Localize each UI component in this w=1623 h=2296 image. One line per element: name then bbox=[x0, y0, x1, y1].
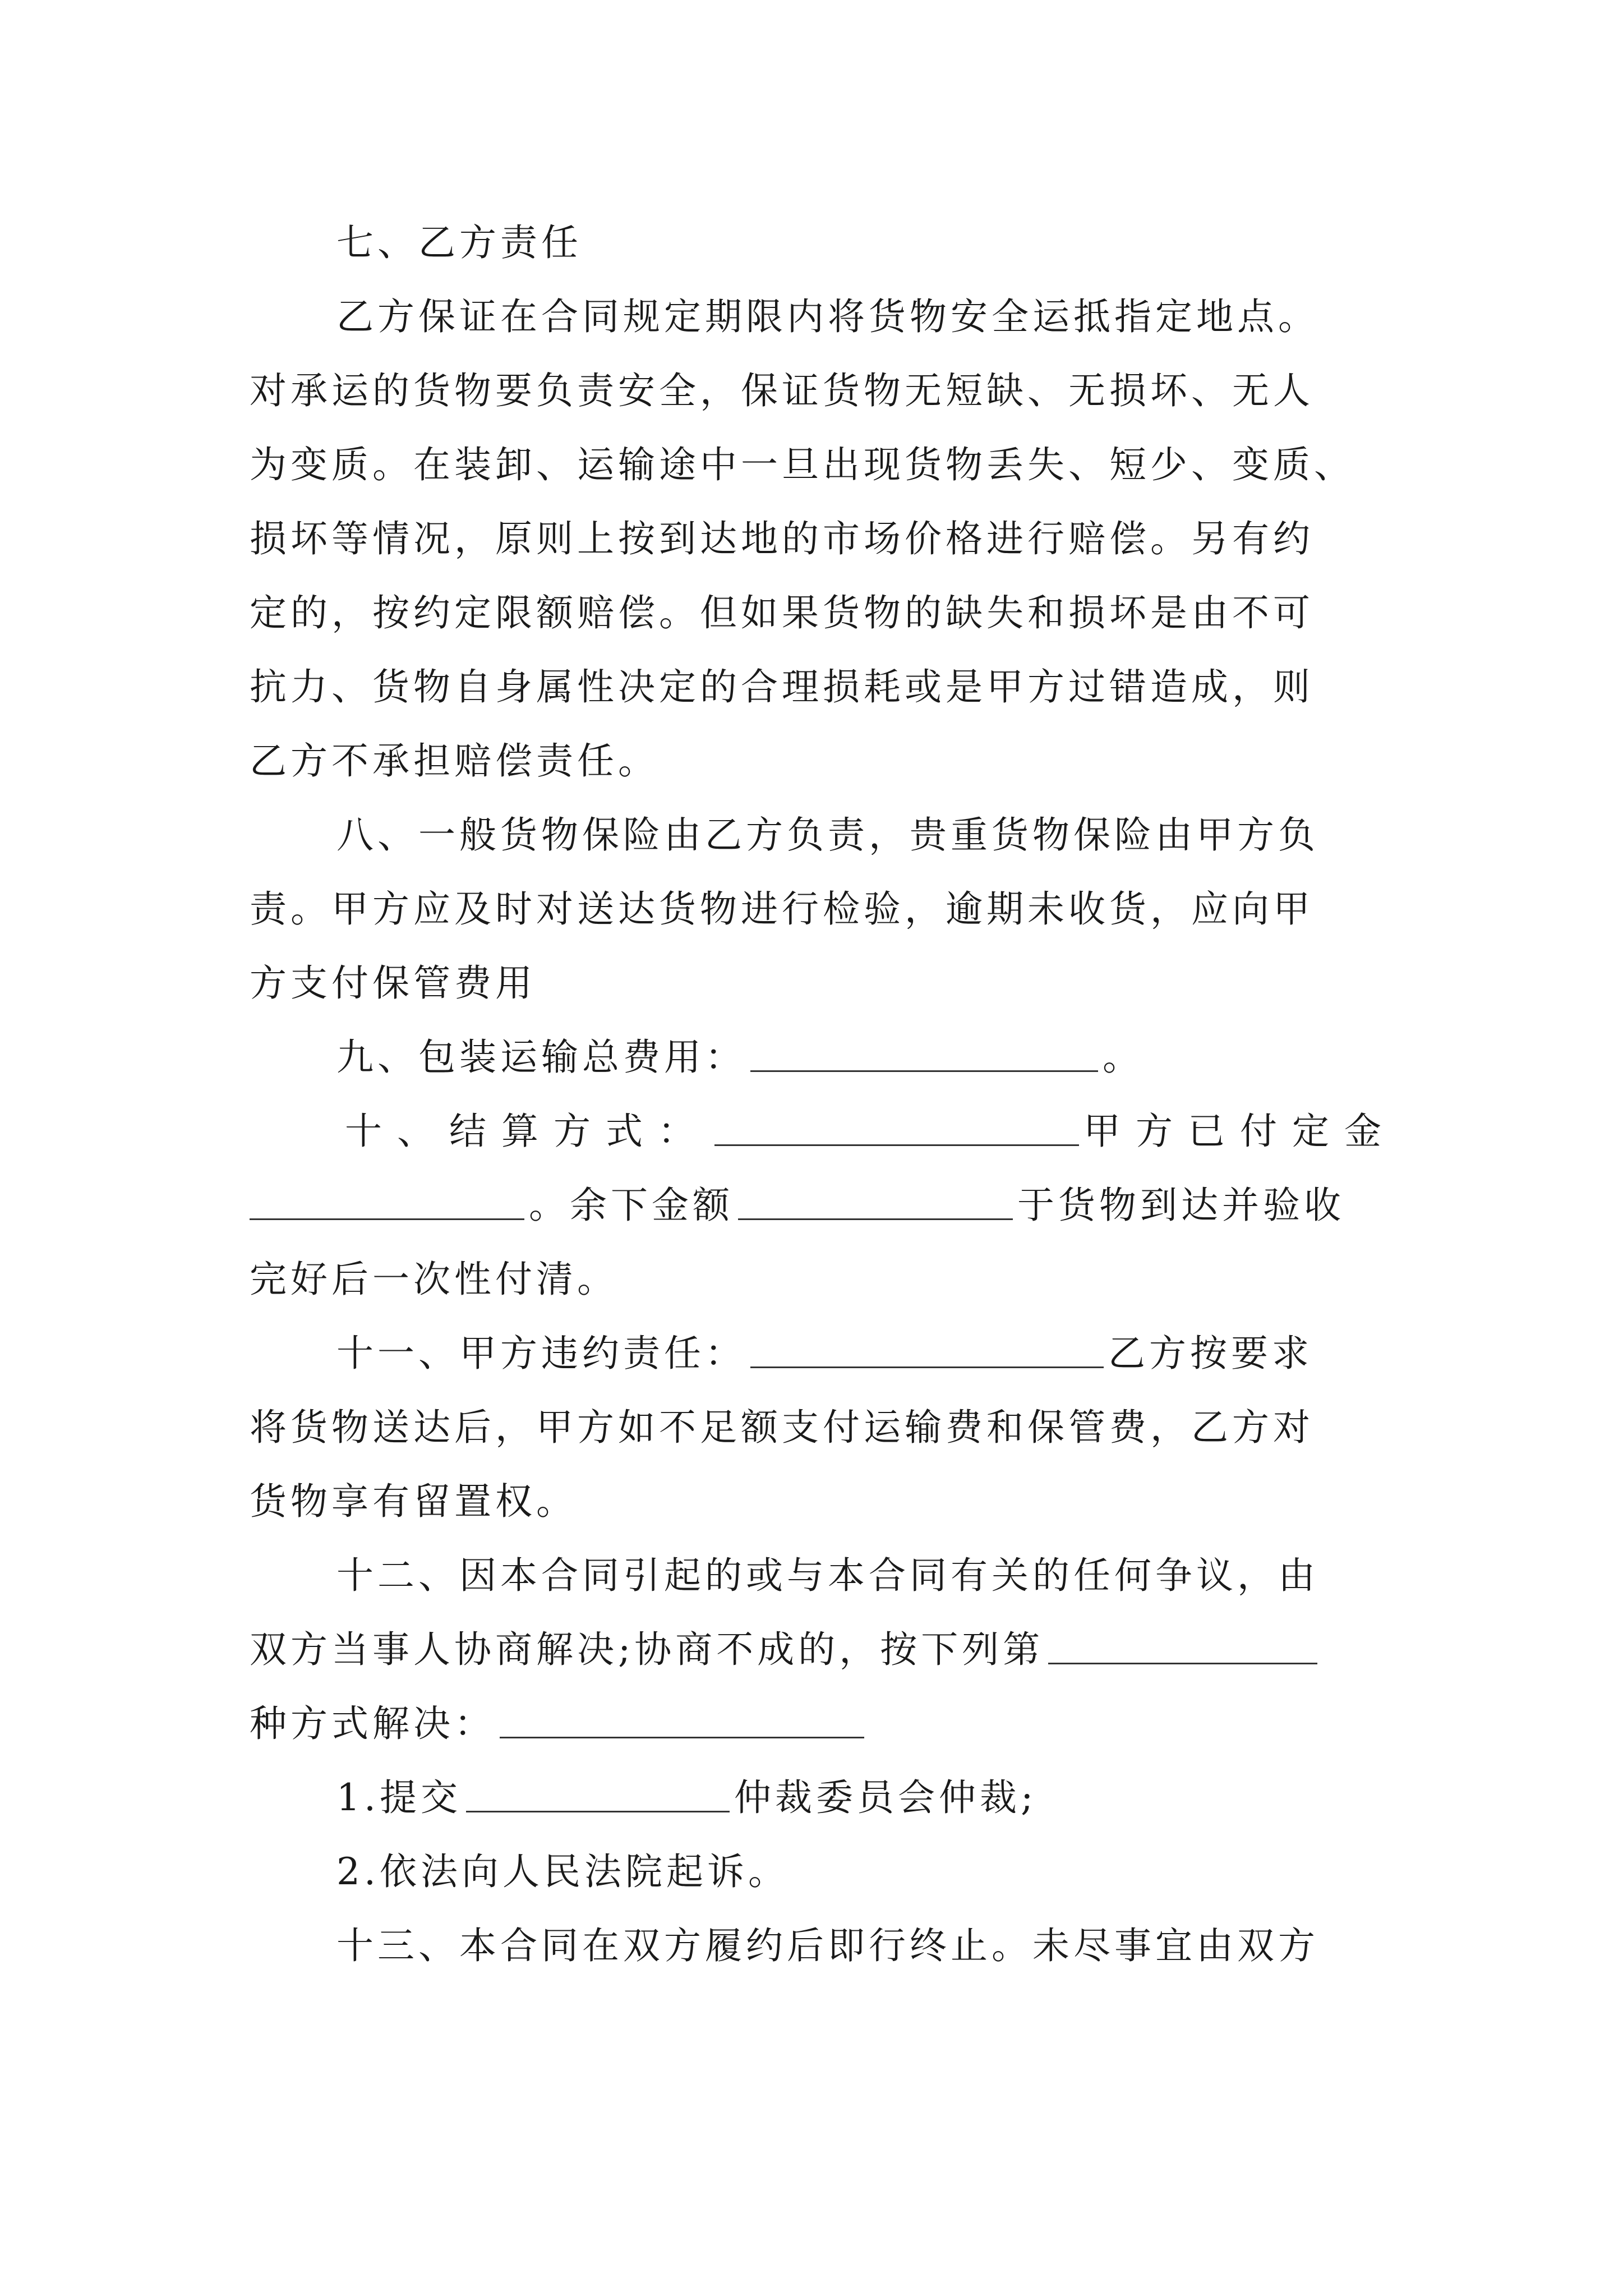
paragraph-line: 八、一般货物保险由乙方负责，贵重货物保险由甲方负 bbox=[336, 813, 1319, 857]
paragraph-line: 为变质。在装卸、运输途中一旦出现货物丢失、短少、变质、 bbox=[250, 443, 1355, 486]
paragraph-line: 方支付保管费用 bbox=[250, 961, 536, 1005]
section-heading-7: 七、乙方责任 bbox=[336, 221, 582, 264]
clause-10-end: 于货物到达并验收 bbox=[1017, 1184, 1345, 1227]
paragraph-line: 十三、本合同在双方履约后即行终止。未尽事宜由双方 bbox=[336, 1924, 1319, 1967]
clause-9-label: 九、包装运输总费用： bbox=[336, 1036, 746, 1079]
dispute-method-blank[interactable] bbox=[500, 1700, 864, 1738]
dispute-option-blank[interactable] bbox=[1048, 1626, 1317, 1664]
option-1-pre: 1.提交 bbox=[336, 1776, 462, 1819]
option-1-line bbox=[336, 1761, 1469, 1834]
paragraph-line: 货物享有留置权。 bbox=[250, 1480, 577, 1523]
paragraph-line: 定的，按约定限额赔偿。但如果货物的缺失和损坏是由不可 bbox=[250, 591, 1314, 634]
paragraph-line: 对承运的货物要负责安全，保证货物无短缺、无损坏、无人 bbox=[250, 369, 1314, 412]
clause-12-text: 双方当事人协商解决;协商不成的，按下列第 bbox=[250, 1628, 1044, 1671]
clause-11-after: 乙方按要求 bbox=[1108, 1332, 1313, 1375]
option-1-post: 仲裁委员会仲裁; bbox=[734, 1776, 1038, 1819]
clause-12-text-3: 种方式解决： bbox=[250, 1702, 495, 1745]
deposit-amount-blank[interactable] bbox=[250, 1181, 524, 1220]
paragraph-line: 十二、因本合同引起的或与本合同有关的任何争议，由 bbox=[336, 1554, 1319, 1597]
clause-9-line bbox=[336, 1021, 1469, 1094]
paragraph-line: 责。甲方应及时对送达货物进行检验，逾期未收货，应向甲 bbox=[250, 887, 1314, 931]
remaining-amount-blank[interactable] bbox=[738, 1181, 1013, 1220]
paragraph-line: 损坏等情况，原则上按到达地的市场价格进行赔偿。另有约 bbox=[250, 517, 1314, 560]
clause-10-line bbox=[345, 1095, 1478, 1168]
paragraph-line: 乙方不承担赔偿责任。 bbox=[250, 739, 659, 783]
clause-12-line-3 bbox=[250, 1687, 1382, 1760]
clause-10-after: 甲方已付定金 bbox=[1083, 1110, 1396, 1153]
paragraph-line: 完好后一次性付清。 bbox=[250, 1258, 618, 1301]
breach-liability-blank[interactable] bbox=[750, 1329, 1104, 1368]
clause-10-line-2 bbox=[250, 1169, 1382, 1242]
paragraph-line: 将货物送达后，甲方如不足额支付运输费和保管费，乙方对 bbox=[250, 1406, 1314, 1449]
clause-11-line bbox=[336, 1317, 1469, 1390]
payment-method-blank[interactable] bbox=[714, 1107, 1079, 1146]
clause-12-line-2 bbox=[250, 1613, 1382, 1686]
total-fee-blank[interactable] bbox=[750, 1033, 1098, 1072]
arbitration-commission-blank[interactable] bbox=[466, 1774, 730, 1812]
option-2-line: 2.依法向人民法院起诉。 bbox=[336, 1850, 789, 1893]
clause-10-mid: 。余下金额 bbox=[529, 1184, 734, 1227]
paragraph-line: 抗力、货物自身属性决定的合理损耗或是甲方过错造成，则 bbox=[250, 665, 1314, 708]
clause-10-label: 十、结算方式： bbox=[345, 1110, 710, 1153]
clause-11-label: 十一、甲方违约责任： bbox=[336, 1332, 746, 1375]
paragraph-line: 乙方保证在合同规定期限内将货物安全运抵指定地点。 bbox=[336, 295, 1319, 338]
clause-9-end: 。 bbox=[1103, 1036, 1144, 1079]
